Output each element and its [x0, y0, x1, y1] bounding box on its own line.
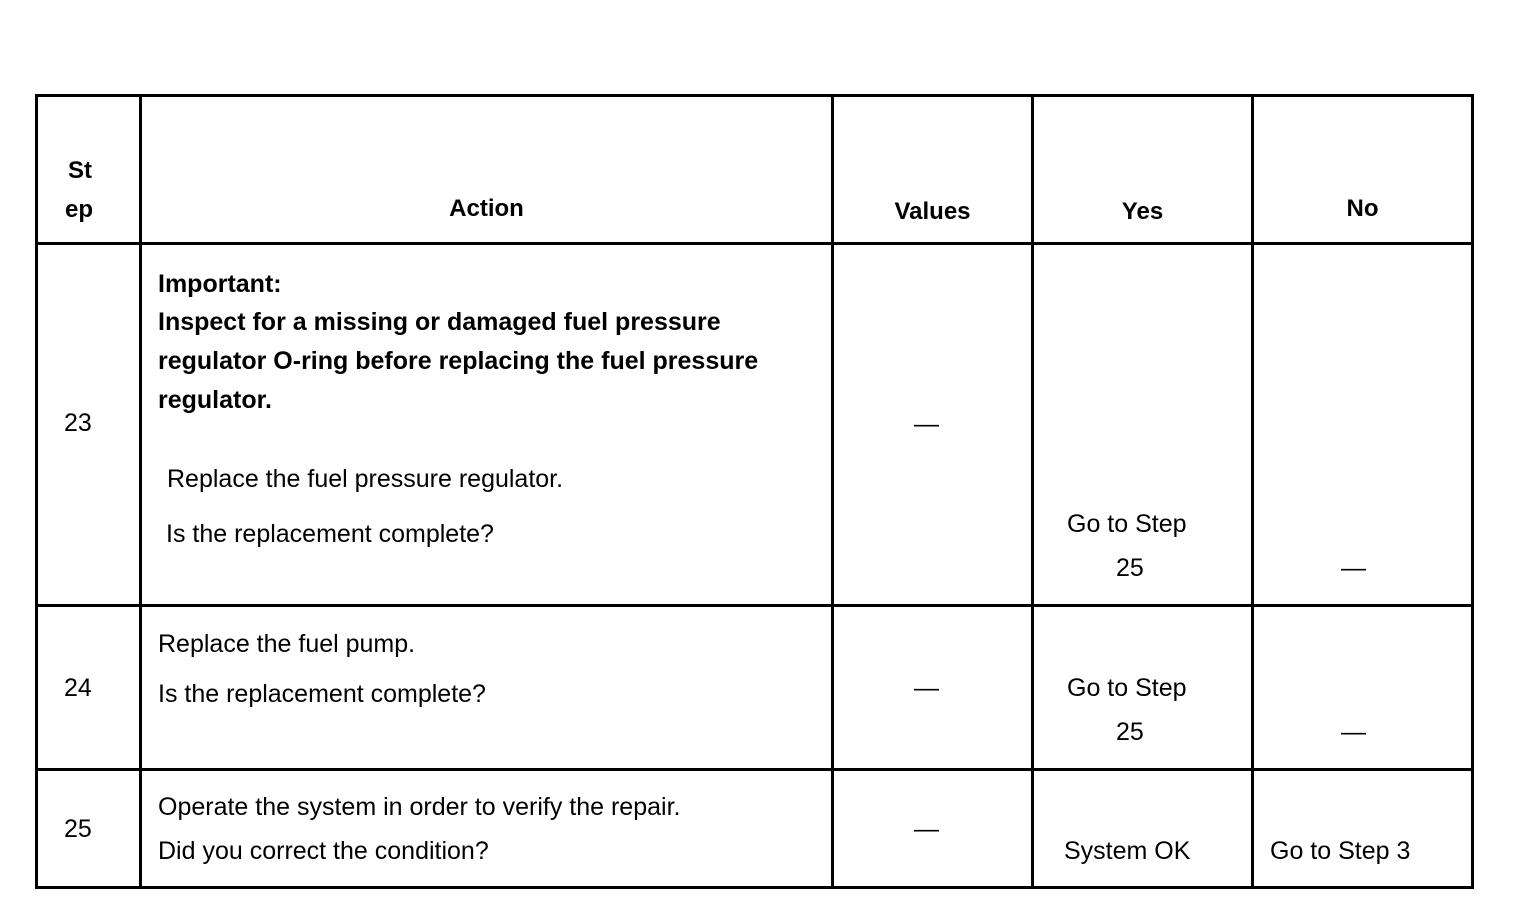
- header-step-line2: ep: [65, 196, 94, 223]
- action-cell: [141, 770, 833, 888]
- diagnostic-table: [35, 94, 1474, 889]
- values-cell: [833, 244, 1033, 606]
- table-header-row: [37, 96, 1473, 244]
- no-cell: [1253, 770, 1473, 888]
- values-dash: —: [914, 674, 939, 702]
- action-line1: Operate the system in order to verify the repair.: [158, 793, 681, 821]
- table-row: [37, 244, 1473, 606]
- step-number: 24: [64, 674, 92, 702]
- no-result: Go to Step 3: [1270, 837, 1411, 865]
- action-cell: [141, 244, 833, 606]
- step-number: 23: [64, 409, 92, 437]
- no-dash: —: [1341, 718, 1366, 746]
- values-dash: —: [914, 815, 939, 843]
- header-values: Values: [894, 198, 971, 225]
- action-line2: Did you correct the condition?: [158, 837, 489, 865]
- yes-cell: [1033, 244, 1253, 606]
- table-row: [37, 606, 1473, 770]
- header-step-line1: St: [68, 157, 92, 184]
- header-step-cell: [37, 96, 141, 244]
- step-cell: [37, 606, 141, 770]
- yes-line1: Go to Step: [1067, 674, 1187, 702]
- step-cell: [37, 770, 141, 888]
- values-dash: —: [914, 410, 939, 438]
- important-label: Important:: [158, 270, 282, 298]
- header-yes-cell: [1033, 96, 1253, 244]
- header-no-cell: [1253, 96, 1473, 244]
- action-line1: Replace the fuel pump.: [158, 630, 416, 658]
- header-action-cell: [141, 96, 833, 244]
- table-row: [37, 770, 1473, 888]
- action-line2: Is the replacement complete?: [158, 680, 486, 708]
- header-values-cell: [833, 96, 1033, 244]
- action-line2: Is the replacement complete?: [166, 520, 494, 548]
- values-cell: [833, 770, 1033, 888]
- yes-result: System OK: [1064, 837, 1191, 865]
- no-dash: —: [1341, 554, 1366, 582]
- no-cell: [1253, 606, 1473, 770]
- action-line1: Replace the fuel pressure regulator.: [167, 465, 564, 493]
- yes-line2: 25: [1116, 718, 1144, 746]
- header-action: Action: [449, 195, 524, 222]
- important-text: Inspect for a missing or damaged fuel pressure regulator O-ring before replacing the fuel pressure regulator.: [158, 308, 759, 414]
- step-cell: [37, 244, 141, 606]
- yes-line1: Go to Step: [1067, 510, 1187, 538]
- yes-cell: [1033, 770, 1253, 888]
- values-cell: [833, 606, 1033, 770]
- header-no: No: [1346, 195, 1379, 222]
- header-yes: Yes: [1121, 198, 1164, 225]
- yes-cell: [1033, 606, 1253, 770]
- no-cell: [1253, 244, 1473, 606]
- action-cell: [141, 606, 833, 770]
- yes-line2: 25: [1116, 554, 1144, 582]
- step-number: 25: [64, 815, 92, 843]
